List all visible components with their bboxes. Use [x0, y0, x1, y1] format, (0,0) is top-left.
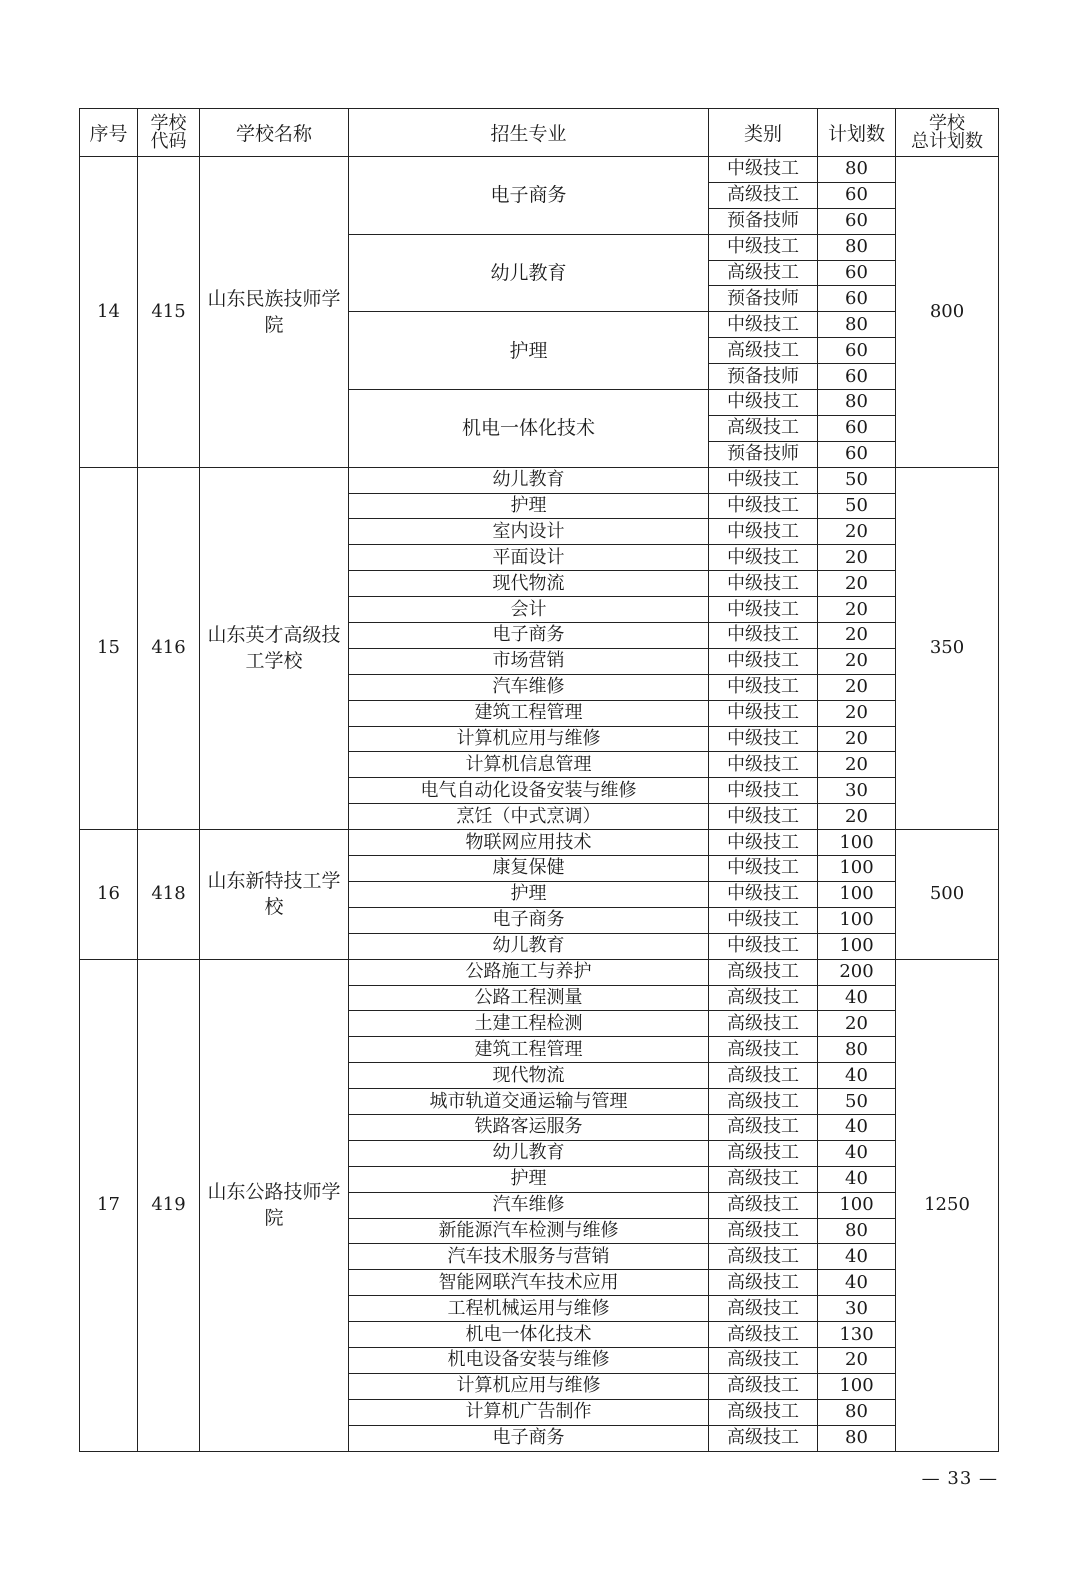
cell-seq: 15	[80, 467, 138, 829]
cell-category: 高级技工	[709, 1218, 818, 1244]
cell-category: 高级技工	[709, 182, 818, 208]
cell-major: 计算机信息管理	[349, 752, 709, 778]
cell-school-total: 1250	[896, 959, 999, 1451]
cell-plan: 60	[818, 260, 896, 286]
cell-plan: 20	[818, 519, 896, 545]
cell-category: 高级技工	[709, 1166, 818, 1192]
cell-major: 铁路客运服务	[349, 1114, 709, 1140]
cell-major: 幼儿教育	[349, 234, 709, 312]
cell-major: 幼儿教育	[349, 467, 709, 493]
cell-plan: 60	[818, 286, 896, 312]
header-school-total	[896, 109, 999, 157]
cell-category: 高级技工	[709, 1192, 818, 1218]
cell-major: 护理	[349, 312, 709, 390]
cell-major: 计算机应用与维修	[349, 726, 709, 752]
cell-major: 现代物流	[349, 571, 709, 597]
cell-school-code: 418	[138, 830, 200, 959]
cell-major: 康复保健	[349, 856, 709, 882]
cell-plan: 40	[818, 1244, 896, 1270]
cell-major: 土建工程检测	[349, 1011, 709, 1037]
cell-school-total: 500	[896, 830, 999, 959]
cell-seq: 17	[80, 959, 138, 1451]
cell-major: 计算机应用与维修	[349, 1373, 709, 1399]
cell-category: 高级技工	[709, 1347, 818, 1373]
cell-category: 高级技工	[709, 1399, 818, 1425]
cell-category: 中级技工	[709, 804, 818, 830]
cell-category: 高级技工	[709, 985, 818, 1011]
cell-school-name: 山东公路技师学院	[200, 959, 349, 1451]
cell-plan: 200	[818, 959, 896, 985]
cell-category: 高级技工	[709, 1063, 818, 1089]
page-number: — 33 —	[921, 1468, 998, 1489]
cell-major: 建筑工程管理	[349, 1037, 709, 1063]
cell-plan: 100	[818, 856, 896, 882]
header-school-name: 学校名称	[200, 109, 349, 157]
cell-major: 室内设计	[349, 519, 709, 545]
cell-major: 会计	[349, 597, 709, 623]
cell-school-total: 800	[896, 157, 999, 468]
cell-plan: 80	[818, 1399, 896, 1425]
cell-major: 市场营销	[349, 648, 709, 674]
cell-category: 高级技工	[709, 1011, 818, 1037]
cell-major: 公路工程测量	[349, 985, 709, 1011]
cell-plan: 80	[818, 390, 896, 416]
table-row	[80, 467, 999, 493]
cell-school-code: 416	[138, 467, 200, 829]
cell-plan: 100	[818, 881, 896, 907]
cell-major: 公路施工与养护	[349, 959, 709, 985]
cell-plan: 60	[818, 208, 896, 234]
cell-category: 中级技工	[709, 519, 818, 545]
cell-category: 中级技工	[709, 157, 818, 183]
cell-plan: 60	[818, 338, 896, 364]
cell-major: 现代物流	[349, 1063, 709, 1089]
cell-category: 高级技工	[709, 415, 818, 441]
enrollment-plan-table	[79, 108, 999, 1452]
header-row	[80, 109, 999, 157]
cell-plan: 20	[818, 674, 896, 700]
cell-plan: 20	[818, 623, 896, 649]
table-row	[80, 157, 999, 183]
cell-plan: 80	[818, 312, 896, 338]
cell-category: 高级技工	[709, 1114, 818, 1140]
cell-plan: 80	[818, 234, 896, 260]
cell-plan: 100	[818, 907, 896, 933]
cell-major: 城市轨道交通运输与管理	[349, 1089, 709, 1115]
cell-plan: 40	[818, 1140, 896, 1166]
cell-category: 高级技工	[709, 1140, 818, 1166]
cell-plan: 40	[818, 1063, 896, 1089]
cell-plan: 20	[818, 1011, 896, 1037]
cell-plan: 40	[818, 1114, 896, 1140]
cell-plan: 20	[818, 648, 896, 674]
cell-category: 高级技工	[709, 1373, 818, 1399]
cell-major: 机电一体化技术	[349, 1322, 709, 1348]
cell-category: 高级技工	[709, 1425, 818, 1451]
cell-plan: 50	[818, 493, 896, 519]
cell-school-code: 419	[138, 959, 200, 1451]
cell-category: 高级技工	[709, 959, 818, 985]
header-plan: 计划数	[818, 109, 896, 157]
cell-major: 护理	[349, 1166, 709, 1192]
cell-plan: 60	[818, 364, 896, 390]
cell-category: 中级技工	[709, 752, 818, 778]
cell-plan: 60	[818, 182, 896, 208]
cell-plan: 50	[818, 1089, 896, 1115]
cell-major: 计算机广告制作	[349, 1399, 709, 1425]
cell-plan: 20	[818, 545, 896, 571]
cell-plan: 20	[818, 726, 896, 752]
cell-major: 平面设计	[349, 545, 709, 571]
cell-category: 高级技工	[709, 1270, 818, 1296]
header-school-total-line2: 总计划数	[911, 130, 983, 152]
cell-category: 中级技工	[709, 648, 818, 674]
cell-major: 幼儿教育	[349, 933, 709, 959]
cell-plan: 80	[818, 1425, 896, 1451]
cell-category: 中级技工	[709, 467, 818, 493]
cell-seq: 16	[80, 830, 138, 959]
cell-plan: 20	[818, 571, 896, 597]
cell-category: 中级技工	[709, 571, 818, 597]
cell-plan: 50	[818, 467, 896, 493]
cell-major: 汽车维修	[349, 1192, 709, 1218]
cell-school-code: 415	[138, 157, 200, 468]
cell-plan: 100	[818, 1373, 896, 1399]
cell-category: 中级技工	[709, 234, 818, 260]
table-row	[80, 830, 999, 856]
cell-category: 高级技工	[709, 1244, 818, 1270]
cell-major: 电子商务	[349, 157, 709, 235]
cell-plan: 80	[818, 157, 896, 183]
cell-major: 物联网应用技术	[349, 830, 709, 856]
cell-category: 预备技师	[709, 286, 818, 312]
cell-plan: 30	[818, 1296, 896, 1322]
header-category: 类别	[709, 109, 818, 157]
cell-plan: 20	[818, 752, 896, 778]
cell-major: 护理	[349, 493, 709, 519]
cell-plan: 80	[818, 1037, 896, 1063]
cell-category: 中级技工	[709, 778, 818, 804]
cell-category: 预备技师	[709, 364, 818, 390]
cell-plan: 30	[818, 778, 896, 804]
cell-category: 高级技工	[709, 1089, 818, 1115]
cell-category: 高级技工	[709, 1296, 818, 1322]
cell-category: 预备技师	[709, 208, 818, 234]
header-seq: 序号	[80, 109, 138, 157]
cell-major: 工程机械运用与维修	[349, 1296, 709, 1322]
cell-category: 高级技工	[709, 260, 818, 286]
cell-plan: 40	[818, 985, 896, 1011]
cell-major: 幼儿教育	[349, 1140, 709, 1166]
cell-plan: 40	[818, 1166, 896, 1192]
cell-major: 烹饪（中式烹调）	[349, 804, 709, 830]
cell-major: 汽车技术服务与营销	[349, 1244, 709, 1270]
cell-school-name: 山东民族技师学院	[200, 157, 349, 468]
cell-plan: 20	[818, 700, 896, 726]
cell-major: 智能网联汽车技术应用	[349, 1270, 709, 1296]
cell-plan: 130	[818, 1322, 896, 1348]
cell-plan: 80	[818, 1218, 896, 1244]
table-body	[80, 157, 999, 1452]
cell-category: 高级技工	[709, 1322, 818, 1348]
cell-category: 预备技师	[709, 441, 818, 467]
cell-school-name: 山东英才高级技工学校	[200, 467, 349, 829]
cell-category: 中级技工	[709, 907, 818, 933]
header-school-code-line1: 学校	[150, 112, 187, 134]
cell-category: 高级技工	[709, 338, 818, 364]
cell-major: 建筑工程管理	[349, 700, 709, 726]
cell-plan: 20	[818, 1347, 896, 1373]
cell-major: 电子商务	[349, 623, 709, 649]
cell-plan: 60	[818, 415, 896, 441]
table-row	[80, 959, 999, 985]
cell-school-name: 山东新特技工学校	[200, 830, 349, 959]
cell-plan: 60	[818, 441, 896, 467]
header-school-code	[138, 109, 200, 157]
cell-category: 中级技工	[709, 390, 818, 416]
cell-category: 中级技工	[709, 856, 818, 882]
header-school-code-line2: 代码	[150, 130, 187, 152]
cell-major: 机电设备安装与维修	[349, 1347, 709, 1373]
cell-major: 汽车维修	[349, 674, 709, 700]
cell-seq: 14	[80, 157, 138, 468]
cell-plan: 20	[818, 804, 896, 830]
cell-plan: 20	[818, 597, 896, 623]
header-school-total-line1: 学校	[929, 112, 965, 134]
cell-category: 中级技工	[709, 933, 818, 959]
cell-category: 中级技工	[709, 623, 818, 649]
cell-school-total: 350	[896, 467, 999, 829]
cell-plan: 40	[818, 1270, 896, 1296]
cell-plan: 100	[818, 933, 896, 959]
cell-category: 中级技工	[709, 674, 818, 700]
cell-category: 高级技工	[709, 1037, 818, 1063]
cell-plan: 100	[818, 1192, 896, 1218]
cell-category: 中级技工	[709, 312, 818, 338]
cell-category: 中级技工	[709, 881, 818, 907]
header-major: 招生专业	[349, 109, 709, 157]
cell-category: 中级技工	[709, 597, 818, 623]
cell-category: 中级技工	[709, 545, 818, 571]
cell-major: 电子商务	[349, 1425, 709, 1451]
cell-major: 护理	[349, 881, 709, 907]
cell-major: 电气自动化设备安装与维修	[349, 778, 709, 804]
cell-major: 电子商务	[349, 907, 709, 933]
cell-category: 中级技工	[709, 700, 818, 726]
cell-category: 中级技工	[709, 726, 818, 752]
cell-plan: 100	[818, 830, 896, 856]
cell-category: 中级技工	[709, 493, 818, 519]
cell-category: 中级技工	[709, 830, 818, 856]
cell-major: 新能源汽车检测与维修	[349, 1218, 709, 1244]
cell-major: 机电一体化技术	[349, 390, 709, 468]
